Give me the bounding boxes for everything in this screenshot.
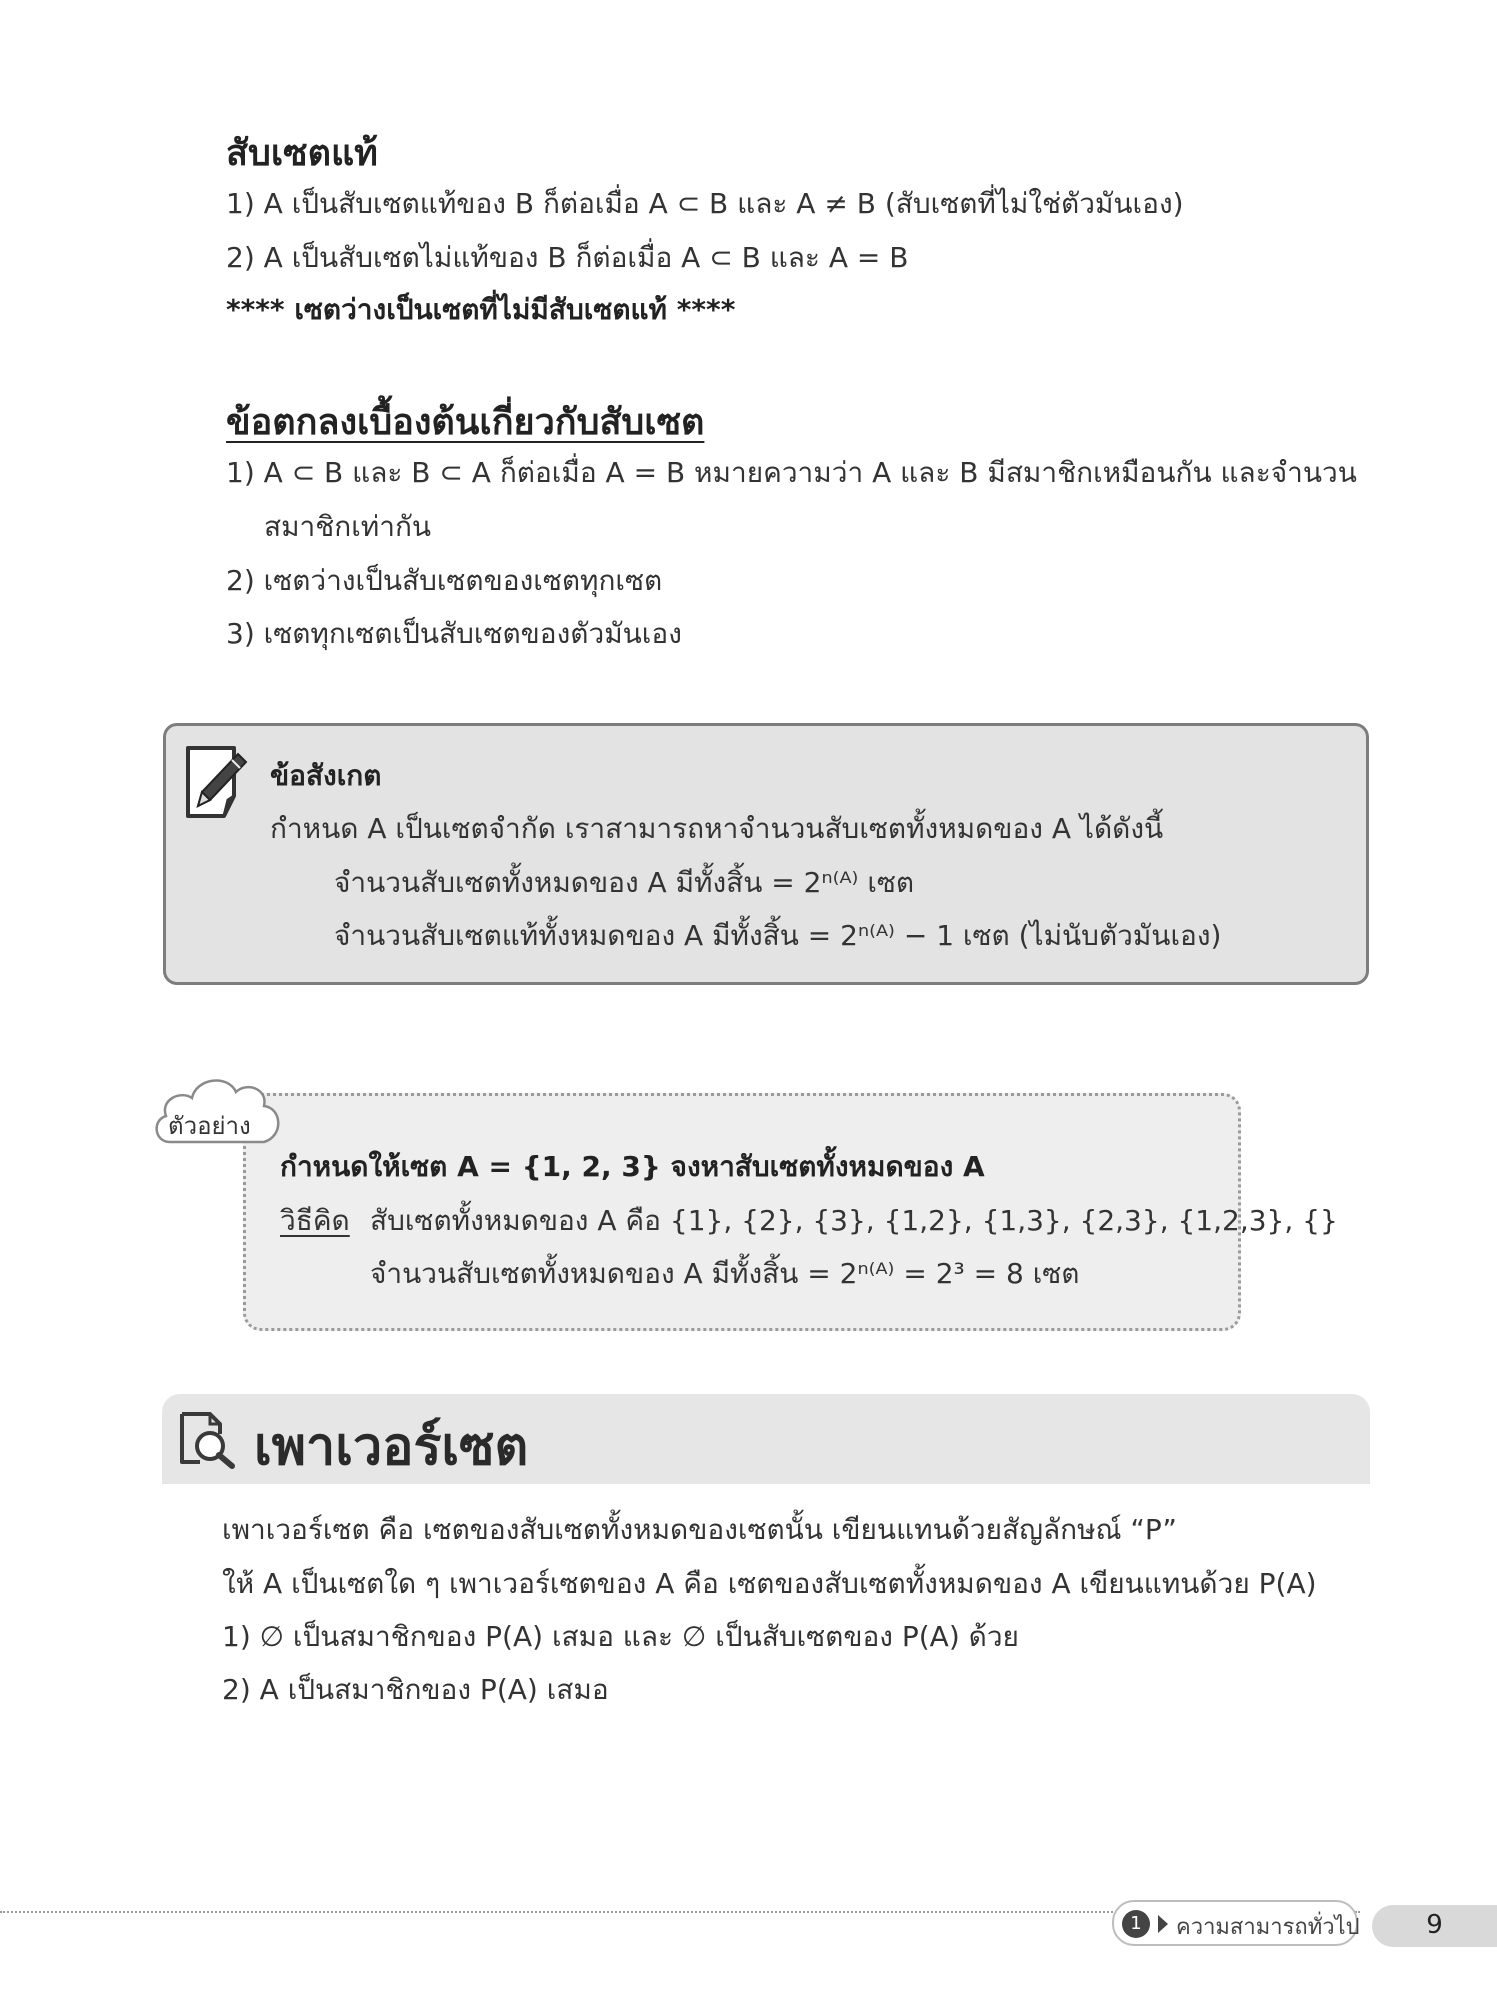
basic-rules-title: ข้อตกลงเบื้องต้นเกี่ยวกับสับเซต xyxy=(226,402,705,443)
power-set-item-1: 1) ∅ เป็นสมาชิกของ P(A) เสมอ และ ∅ เป็นสับเซตของ P(A) ด้วย xyxy=(222,1620,1019,1653)
observation-intro: กำหนด A เป็นเซตจำกัด เราสามารถหาจำนวนสับเซตทั้งหมดของ A ได้ดังนี้ xyxy=(270,812,1164,845)
example-badge-label: ตัวอย่าง xyxy=(168,1112,251,1140)
magnifier-document-icon xyxy=(176,1408,238,1470)
page-number: 9 xyxy=(1426,1910,1443,1940)
pencil-note-icon xyxy=(184,744,252,820)
footer-chapter-tag xyxy=(1112,1900,1358,1946)
observation-line-1: จำนวนสับเซตทั้งหมดของ A มีทั้งสิ้น = 2ⁿ⁽ᴬ⁾ เซต xyxy=(334,866,915,899)
chapter-title: ความสามารถทั่วไป xyxy=(1176,1915,1360,1940)
example-method-label: วิธีคิด xyxy=(280,1204,350,1237)
example-question: กำหนดให้เซต A = {1, 2, 3} จงหาสับเซตทั้งหมดของ A xyxy=(280,1150,985,1183)
basic-rules-item-1: 1) A ⊂ B และ B ⊂ A ก็ต่อเมื่อ A = B หมายความว่า A และ B มีสมาชิกเหมือนกัน และจำนวน xyxy=(226,456,1357,489)
observation-title: ข้อสังเกต xyxy=(270,759,382,792)
basic-rules-item-2: 2) เซตว่างเป็นสับเซตของเซตทุกเซต xyxy=(226,564,663,597)
page-number-tab xyxy=(1372,1905,1497,1947)
power-set-item-2: 2) A เป็นสมาชิกของ P(A) เสมอ xyxy=(222,1673,609,1706)
observation-box xyxy=(163,723,1369,985)
proper-subset-item-1: 1) A เป็นสับเซตแท้ของ B ก็ต่อเมื่อ A ⊂ B และ A ≠ B (สับเซตที่ไม่ใช่ตัวมันเอง) xyxy=(226,187,1184,220)
power-set-header xyxy=(162,1394,1370,1484)
example-answer-2: จำนวนสับเซตทั้งหมดของ A มีทั้งสิ้น = 2ⁿ⁽ᴬ⁾ = 2³ = 8 เซต xyxy=(370,1257,1080,1290)
chapter-number-badge: 1 xyxy=(1122,1910,1150,1938)
power-set-title: เพาเวอร์เซต xyxy=(254,1417,529,1477)
proper-subset-title: สับเซตแท้ xyxy=(226,133,378,174)
observation-line-2: จำนวนสับเซตแท้ทั้งหมดของ A มีทั้งสิ้น = 2ⁿ⁽ᴬ⁾ − 1 เซต (ไม่นับตัวมันเอง) xyxy=(334,919,1222,952)
proper-subset-item-2: 2) A เป็นสับเซตไม่แท้ของ B ก็ต่อเมื่อ A ⊂ B และ A = B xyxy=(226,241,909,274)
basic-rules-item-1-cont: สมาชิกเท่ากัน xyxy=(264,510,432,543)
example-answer-1: สับเซตทั้งหมดของ A คือ {1}, {2}, {3}, {1,2}, {1,3}, {2,3}, {1,2,3}, {} xyxy=(370,1204,1338,1237)
example-box xyxy=(243,1093,1338,1331)
power-set-definition-2: ให้ A เป็นเซตใด ๆ เพาเวอร์เซตของ A คือ เซตของสับเซตทั้งหมดของ A เขียนแทนด้วย P(A) xyxy=(222,1567,1317,1600)
triangle-right-icon xyxy=(1158,1915,1168,1933)
proper-subset-note: **** เซตว่างเป็นเซตที่ไม่มีสับเซตแท้ **** xyxy=(226,293,736,326)
example-badge xyxy=(150,1070,285,1152)
power-set-definition-1: เพาเวอร์เซต คือ เซตของสับเซตทั้งหมดของเซตนั้น เขียนแทนด้วยสัญลักษณ์ “P” xyxy=(222,1513,1177,1546)
basic-rules-item-3: 3) เซตทุกเซตเป็นสับเซตของตัวมันเอง xyxy=(226,617,682,650)
